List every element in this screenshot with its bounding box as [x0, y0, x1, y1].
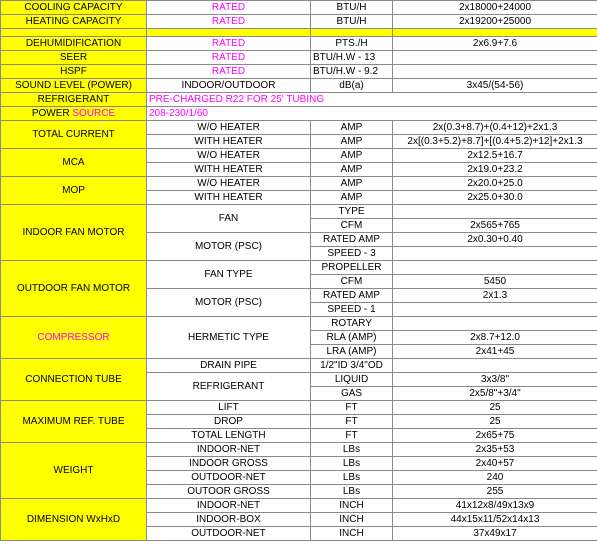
label-max-tube: MAXIMUM REF. TUBE: [1, 401, 147, 443]
value: [393, 359, 597, 373]
row-mca-1: [1, 149, 597, 163]
row-weight-1: [1, 443, 597, 457]
row-refrigerant: [1, 93, 597, 107]
value: 2x25.0+30.0: [393, 191, 597, 205]
unit-hspf: BTU/H.W - 9.2: [311, 65, 393, 79]
unit: LBs: [311, 457, 393, 471]
label-connection: CONNECTION TUBE: [1, 359, 147, 401]
row-total-current-1: [1, 121, 597, 135]
row-seer: [1, 51, 597, 65]
row-dimension-1: [1, 499, 597, 513]
label-sound: SOUND LEVEL (POWER): [1, 79, 147, 93]
cond-hspf: RATED: [147, 65, 311, 79]
value: 2x565+765: [393, 219, 597, 233]
row-sound: [1, 79, 597, 93]
cond: W/O HEATER: [147, 149, 311, 163]
value-refrigerant: PRE-CHARGED R22 FOR 25' TUBING: [147, 93, 597, 107]
row-outdoor-fan-1: [1, 261, 597, 275]
value: 3x3/8": [393, 373, 597, 387]
value: [393, 317, 597, 331]
value: 25: [393, 415, 597, 429]
value-power: 208-230/1/60: [147, 107, 597, 121]
value: 37x49x17: [393, 527, 597, 541]
label-hspf: HSPF: [1, 65, 147, 79]
outdoor-fan-motor: MOTOR (PSC): [147, 289, 311, 317]
indoor-fan: FAN: [147, 205, 311, 233]
row-cooling: [1, 1, 597, 15]
cond-cooling: RATED: [147, 1, 311, 15]
label-weight: WEIGHT: [1, 443, 147, 499]
label-power-a: POWER: [31, 107, 73, 119]
dimension-name: INDOOR-BOX: [147, 513, 311, 527]
label-compressor: COMPRESSOR: [1, 317, 147, 359]
value: 5450: [393, 275, 597, 289]
value: 2x8.7+12.0: [393, 331, 597, 345]
value: 44x15x11/52x14x13: [393, 513, 597, 527]
outdoor-fan-rated-amp: RATED AMP: [311, 289, 393, 303]
cond: WITH HEATER: [147, 163, 311, 177]
weight-name: OUTOOR GROSS: [147, 485, 311, 499]
unit: INCH: [311, 513, 393, 527]
unit-seer: BTU/H.W - 13: [311, 51, 393, 65]
row-connection-1: [1, 359, 597, 373]
unit-sound: dB(a): [311, 79, 393, 93]
unit: AMP: [311, 163, 393, 177]
value: [393, 247, 597, 261]
row-max-tube-1: [1, 401, 597, 415]
label-dimension: DIMENSION WxHxD: [1, 499, 147, 541]
value-cooling: 2x18000+24000: [393, 1, 597, 15]
label-dehumidification: DEHUMIDIFICATION: [1, 37, 147, 51]
row-mop-1: [1, 177, 597, 191]
spacer-cell: [393, 29, 597, 37]
label-power: [1, 107, 147, 121]
value: 41x12x8/49x13x9: [393, 499, 597, 513]
outdoor-fan-speed: SPEED - 1: [311, 303, 393, 317]
compressor-rotary: ROTARY: [311, 317, 393, 331]
outdoor-fan-type: FAN TYPE: [147, 261, 311, 289]
cond: WITH HEATER: [147, 191, 311, 205]
unit: AMP: [311, 135, 393, 149]
cond-heating: RATED: [147, 15, 311, 29]
label-mca: MCA: [1, 149, 147, 177]
value: 2x1.3: [393, 289, 597, 303]
unit: AMP: [311, 121, 393, 135]
value-seer: [393, 51, 597, 65]
value: 2x5/8"+3/4": [393, 387, 597, 401]
value: 240: [393, 471, 597, 485]
connection-liquid: LIQUID: [311, 373, 393, 387]
unit: FT: [311, 429, 393, 443]
row-spacer: [1, 29, 597, 37]
weight-name: INDOOR GROSS: [147, 457, 311, 471]
unit: INCH: [311, 527, 393, 541]
value: [393, 205, 597, 219]
value: 25: [393, 401, 597, 415]
value: 2x41+45: [393, 345, 597, 359]
label-power-b: SOURCE: [72, 107, 116, 119]
dimension-name: INDOOR-NET: [147, 499, 311, 513]
outdoor-fan-cfm: CFM: [311, 275, 393, 289]
value: 2x[(0.3+5.2)+8.7]+[(0.4+5.2)+12]+2x1.3: [393, 135, 597, 149]
compressor-rla: RLA (AMP): [311, 331, 393, 345]
value-dehumidification: 2x6.9+7.6: [393, 37, 597, 51]
value: 2x19.0+23.2: [393, 163, 597, 177]
cond-dehumidification: RATED: [147, 37, 311, 51]
label-mop: MOP: [1, 177, 147, 205]
unit: LBs: [311, 471, 393, 485]
row-heating: [1, 15, 597, 29]
spacer-cell: [147, 29, 311, 37]
compressor-hermetic: HERMETIC TYPE: [147, 317, 311, 359]
value: 2x(0.3+8.7)+(0.4+12)+2x1.3: [393, 121, 597, 135]
row-dehumidification: [1, 37, 597, 51]
indoor-fan-cfm: CFM: [311, 219, 393, 233]
value: 2x35+53: [393, 443, 597, 457]
value-hspf: [393, 65, 597, 79]
label-outdoor-fan: OUTDOOR FAN MOTOR: [1, 261, 147, 317]
label-heating: HEATING CAPACITY: [1, 15, 147, 29]
unit: FT: [311, 401, 393, 415]
row-power: [1, 107, 597, 121]
unit: LBs: [311, 443, 393, 457]
label-cooling: COOLING CAPACITY: [1, 1, 147, 15]
value: 2x65+75: [393, 429, 597, 443]
value: [393, 303, 597, 317]
label-seer: SEER: [1, 51, 147, 65]
connection-gas: GAS: [311, 387, 393, 401]
cond: W/O HEATER: [147, 121, 311, 135]
value-sound: 3x45/(54-56): [393, 79, 597, 93]
row-hspf: [1, 65, 597, 79]
value: 2x40+57: [393, 457, 597, 471]
max-tube-name: TOTAL LENGTH: [147, 429, 311, 443]
unit: INCH: [311, 499, 393, 513]
unit: FT: [311, 415, 393, 429]
row-compressor-1: [1, 317, 597, 331]
connection-drain: DRAIN PIPE: [147, 359, 311, 373]
unit-heating: BTU/H: [311, 15, 393, 29]
max-tube-name: LIFT: [147, 401, 311, 415]
dimension-name: OUTDOOR-NET: [147, 527, 311, 541]
indoor-fan-type: TYPE: [311, 205, 393, 219]
unit-dehumidification: PTS./H: [311, 37, 393, 51]
cond-sound: INDOOR/OUTDOOR: [147, 79, 311, 93]
value: 2x20.0+25.0: [393, 177, 597, 191]
cond: WITH HEATER: [147, 135, 311, 149]
spacer-cell: [311, 29, 393, 37]
connection-refrigerant: REFRIGERANT: [147, 373, 311, 401]
indoor-fan-motor: MOTOR (PSC): [147, 233, 311, 261]
unit: LBs: [311, 485, 393, 499]
weight-name: OUTDOOR-NET: [147, 471, 311, 485]
row-indoor-fan-1: [1, 205, 597, 219]
value: 255: [393, 485, 597, 499]
label-indoor-fan: INDOOR FAN MOTOR: [1, 205, 147, 261]
indoor-fan-rated-amp: RATED AMP: [311, 233, 393, 247]
compressor-lra: LRA (AMP): [311, 345, 393, 359]
spacer-cell: [1, 29, 147, 37]
unit-cooling: BTU/H: [311, 1, 393, 15]
outdoor-fan-propeller: PROPELLER: [311, 261, 393, 275]
label-total-current: TOTAL CURRENT: [1, 121, 147, 149]
indoor-fan-speed: SPEED - 3: [311, 247, 393, 261]
unit: AMP: [311, 149, 393, 163]
value: 2x0.30+0.40: [393, 233, 597, 247]
value-heating: 2x19200+25000: [393, 15, 597, 29]
value: 2x12.5+16.7: [393, 149, 597, 163]
cond-seer: RATED: [147, 51, 311, 65]
weight-name: INDOOR-NET: [147, 443, 311, 457]
unit: AMP: [311, 191, 393, 205]
max-tube-name: DROP: [147, 415, 311, 429]
connection-drain-value: 1/2"ID 3/4"OD: [311, 359, 393, 373]
cond: W/O HEATER: [147, 177, 311, 191]
value: [393, 261, 597, 275]
unit: AMP: [311, 177, 393, 191]
label-refrigerant: REFRIGERANT: [1, 93, 147, 107]
